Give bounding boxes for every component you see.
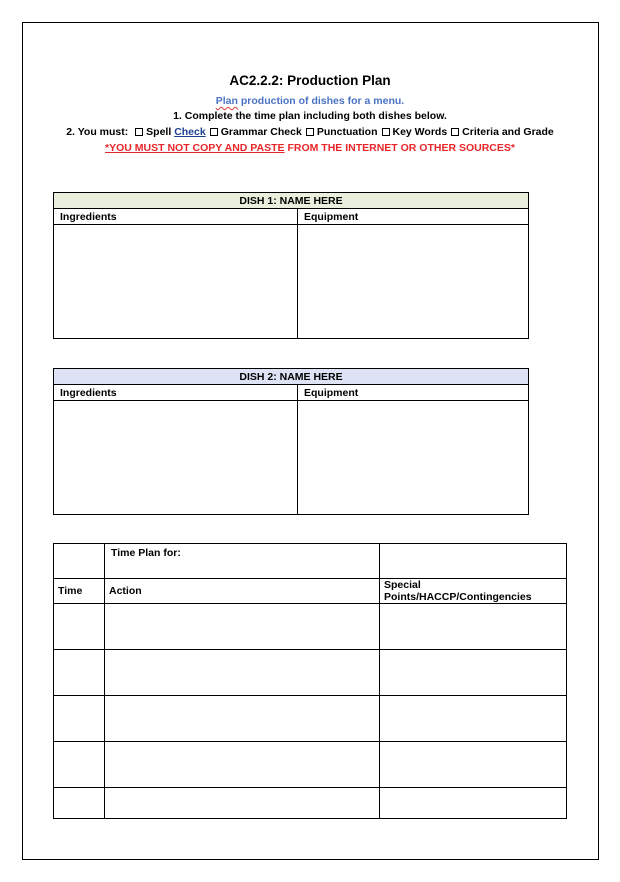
dish2-name[interactable]: DISH 2: NAME HERE (54, 369, 529, 385)
time-cell[interactable] (54, 788, 105, 819)
grammar-check-label: Grammar Check (220, 126, 302, 138)
key-words-checkbox[interactable] (382, 128, 390, 136)
warning-underlined: *YOU MUST NOT COPY AND PASTE (105, 142, 285, 154)
action-cell[interactable] (105, 696, 380, 742)
time-plan-corner-cell (54, 544, 105, 579)
dish1-ingredients-cell[interactable] (54, 225, 298, 339)
spell-check-checkbox[interactable] (135, 128, 143, 136)
table-row (54, 650, 567, 696)
page-subtitle (0, 95, 620, 107)
table-row (54, 788, 567, 819)
dish2-equipment-cell[interactable] (298, 401, 529, 515)
action-cell[interactable] (105, 604, 380, 650)
special-points-column-header: Special Points/HACCP/Contingencies (380, 579, 567, 604)
time-column-header: Time (54, 579, 105, 604)
instruction-2 (0, 126, 620, 138)
table-row (54, 696, 567, 742)
punctuation-label: Punctuation (316, 126, 378, 138)
criteria-grade-checkbox[interactable] (451, 128, 459, 136)
special-points-cell[interactable] (380, 650, 567, 696)
dish1-table (53, 192, 529, 339)
dish1-ingredients-header: Ingredients (54, 209, 298, 225)
special-points-cell[interactable] (380, 604, 567, 650)
dish2-table (53, 368, 529, 515)
special-points-cell[interactable] (380, 696, 567, 742)
check-label: Check (174, 126, 206, 138)
dish2-equipment-header: Equipment (298, 385, 529, 401)
time-cell[interactable] (54, 604, 105, 650)
criteria-grade-label: Criteria and Grade (462, 126, 554, 138)
time-plan-table (53, 543, 567, 819)
special-points-cell[interactable] (380, 742, 567, 788)
instruction-1: 1. Complete the time plan including both dishes below. (173, 110, 447, 122)
action-cell[interactable] (105, 650, 380, 696)
time-plan-label: Time Plan for: (105, 544, 380, 579)
time-plan-for-value[interactable] (380, 544, 567, 579)
dish2-ingredients-cell[interactable] (54, 401, 298, 515)
instruction-2-prefix: 2. You must: (66, 126, 132, 138)
dish1-name[interactable]: DISH 1: NAME HERE (54, 193, 529, 209)
copy-paste-warning (0, 142, 620, 154)
time-cell[interactable] (54, 696, 105, 742)
page-title: AC2.2.2: Production Plan (229, 73, 391, 88)
time-cell[interactable] (54, 650, 105, 696)
dish1-equipment-cell[interactable] (298, 225, 529, 339)
action-column-header: Action (105, 579, 380, 604)
punctuation-checkbox[interactable] (306, 128, 314, 136)
subtitle-rest: production of dishes for a menu. (237, 95, 405, 107)
action-cell[interactable] (105, 742, 380, 788)
table-row (54, 604, 567, 650)
subtitle-plan-word: Plan (215, 95, 238, 107)
grammar-check-checkbox[interactable] (210, 128, 218, 136)
warning-rest: FROM THE INTERNET OR OTHER SOURCES* (284, 142, 515, 154)
table-row (54, 742, 567, 788)
dish2-ingredients-header: Ingredients (54, 385, 298, 401)
key-words-label: Key Words (392, 126, 448, 138)
spell-label: Spell (146, 126, 175, 138)
time-cell[interactable] (54, 742, 105, 788)
dish1-equipment-header: Equipment (298, 209, 529, 225)
special-points-cell[interactable] (380, 788, 567, 819)
action-cell[interactable] (105, 788, 380, 819)
